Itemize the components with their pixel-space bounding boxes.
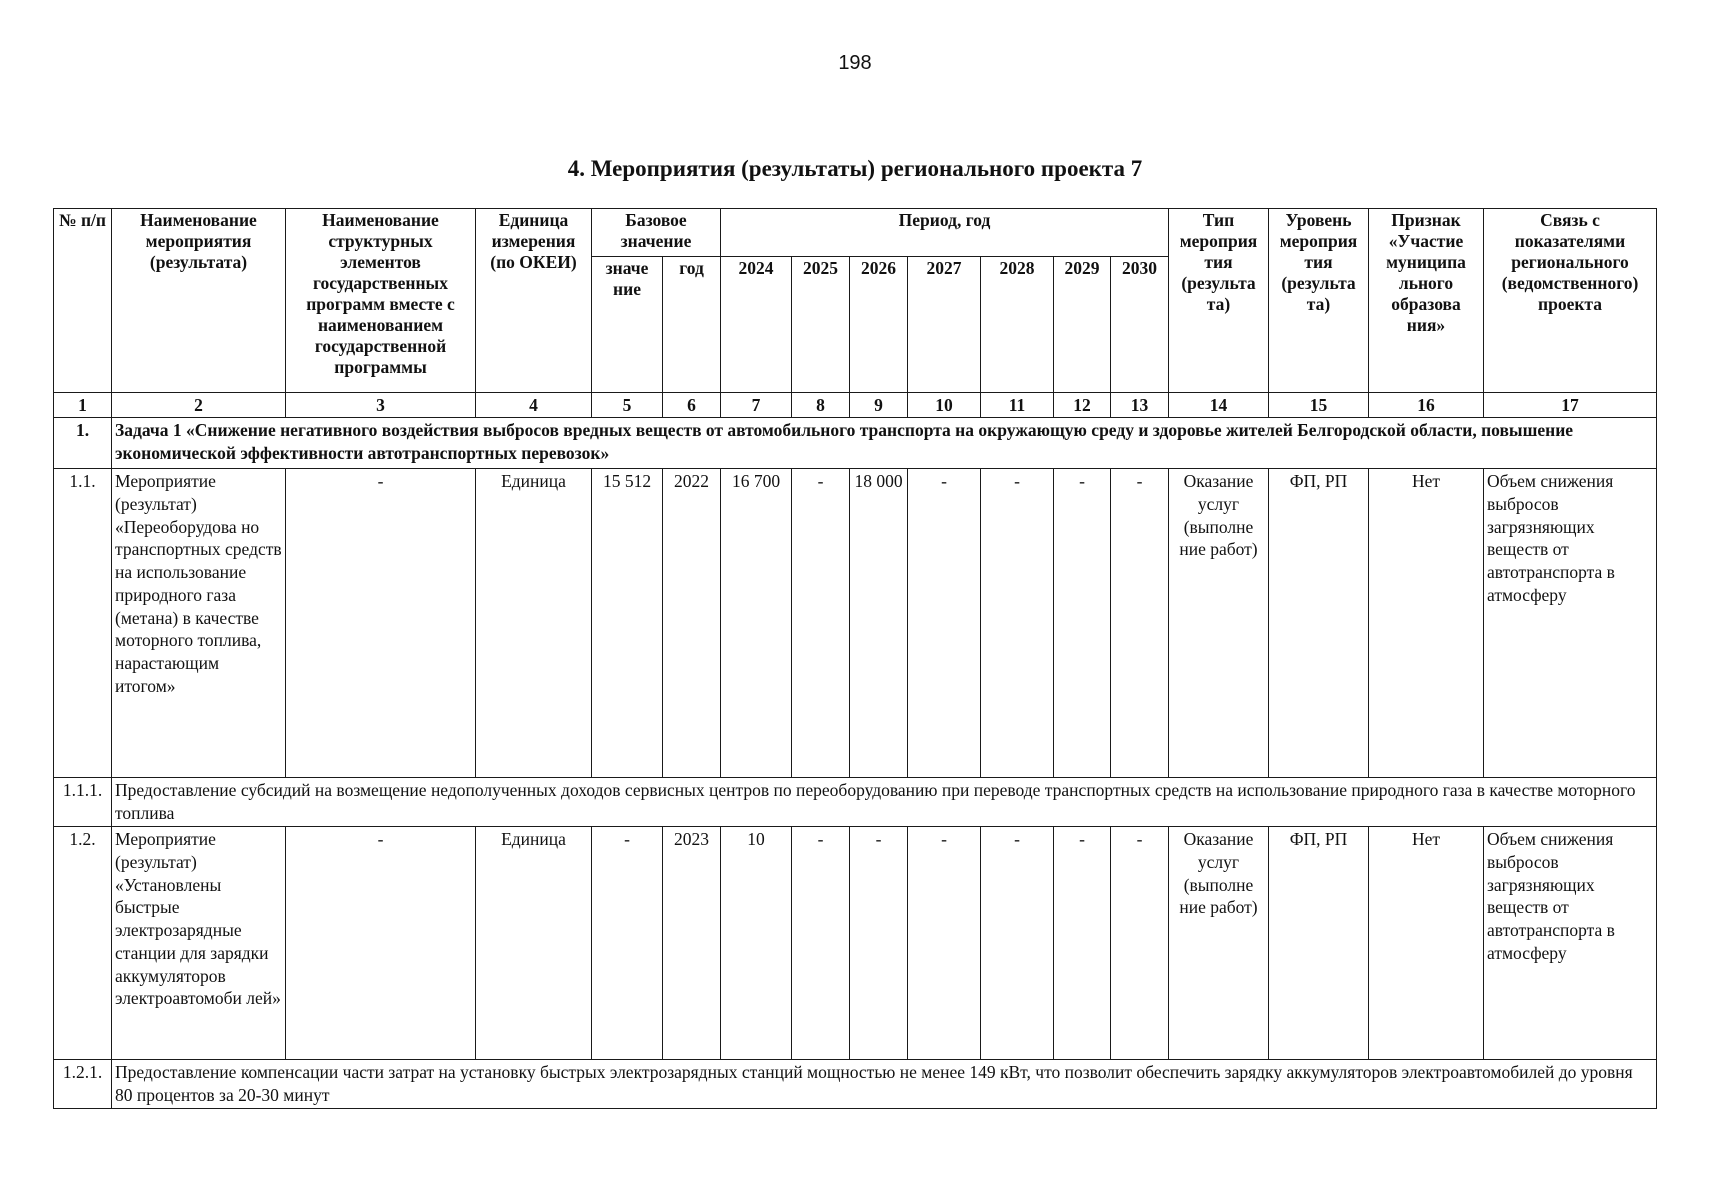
- year-value: -: [981, 469, 1054, 778]
- column-number: 17: [1484, 393, 1657, 418]
- header-year: 2026: [850, 257, 908, 393]
- task-num: 1.: [54, 418, 112, 469]
- year-value: -: [1054, 469, 1111, 778]
- indicator-link: Объем снижения выбросов загрязняющих веществ от автотранспорта в атмосферу: [1484, 827, 1657, 1060]
- subtask-row: [54, 1060, 1657, 1109]
- row-num: 1.2.: [54, 827, 112, 1060]
- column-number: 4: [476, 393, 592, 418]
- column-number: 1: [54, 393, 112, 418]
- header-unit: Единица измерения (по ОКЕИ): [476, 209, 592, 393]
- column-number: 7: [721, 393, 792, 418]
- structural-element: -: [286, 469, 476, 778]
- subtask-text: Предоставление компенсации части затрат на установку быстрых электрозарядных станций мощностью не менее 149 кВт, что позволит обеспечить зарядку аккумуляторов электроавтомобилей до уровня 80 процентов за 20-30 минут: [112, 1060, 1657, 1109]
- table-row: [54, 469, 1657, 778]
- subtask-num: 1.2.1.: [54, 1060, 112, 1109]
- column-number: 8: [792, 393, 850, 418]
- year-value: -: [1111, 469, 1169, 778]
- measure-level: ФП, РП: [1269, 827, 1369, 1060]
- header-year: 2028: [981, 257, 1054, 393]
- task-row: [54, 418, 1657, 469]
- year-value: -: [792, 827, 850, 1060]
- column-number: 13: [1111, 393, 1169, 418]
- subtask-text: Предоставление субсидий на возмещение недополученных доходов сервисных центров по переоборудованию при переводе транспортных средств на использование природного газа в качестве моторного топлива: [112, 778, 1657, 827]
- subtask-num: 1.1.1.: [54, 778, 112, 827]
- measure-type: Оказание услуг (выполне ние работ): [1169, 827, 1269, 1060]
- measure-name: Мероприятие (результат) «Установлены быстрые электрозарядные станции для зарядки аккумуляторов электроавтомоби лей»: [112, 827, 286, 1060]
- column-numbers-row: [54, 393, 1657, 418]
- year-value: -: [908, 469, 981, 778]
- year-value: -: [1054, 827, 1111, 1060]
- header-structural: Наименование структурных элементов государственных программ вместе с наименованием государственной программы: [286, 209, 476, 393]
- header-row: [54, 209, 1657, 257]
- column-number: 16: [1369, 393, 1484, 418]
- column-number: 10: [908, 393, 981, 418]
- header-year: 2030: [1111, 257, 1169, 393]
- column-number: 5: [592, 393, 663, 418]
- column-number: 12: [1054, 393, 1111, 418]
- header-base-value: значе ние: [592, 257, 663, 393]
- header-year: 2025: [792, 257, 850, 393]
- column-number: 6: [663, 393, 721, 418]
- column-number: 3: [286, 393, 476, 418]
- header-level: Уровень мероприя тия (результа та): [1269, 209, 1369, 393]
- measure-level: ФП, РП: [1269, 469, 1369, 778]
- header-year: 2029: [1054, 257, 1111, 393]
- base-value: -: [592, 827, 663, 1060]
- year-value: -: [850, 827, 908, 1060]
- header-base-group: Базовое значение: [592, 209, 721, 257]
- municipal-flag: Нет: [1369, 827, 1484, 1060]
- indicator-link: Объем снижения выбросов загрязняющих веществ от автотранспорта в атмосферу: [1484, 469, 1657, 778]
- header-year: 2024: [721, 257, 792, 393]
- year-value: -: [908, 827, 981, 1060]
- header-year: 2027: [908, 257, 981, 393]
- header-name: Наименование мероприятия (результата): [112, 209, 286, 393]
- header-period-group: Период, год: [721, 209, 1169, 257]
- year-value: 16 700: [721, 469, 792, 778]
- column-number: 2: [112, 393, 286, 418]
- year-value: 10: [721, 827, 792, 1060]
- base-value: 15 512: [592, 469, 663, 778]
- year-value: -: [792, 469, 850, 778]
- header-type: Тип мероприя тия (результа та): [1169, 209, 1269, 393]
- measure-type: Оказание услуг (выполне ние работ): [1169, 469, 1269, 778]
- column-number: 11: [981, 393, 1054, 418]
- base-year: 2023: [663, 827, 721, 1060]
- header-base-year: год: [663, 257, 721, 393]
- table-row: [54, 827, 1657, 1060]
- column-number: 15: [1269, 393, 1369, 418]
- measure-name: Мероприятие (результат) «Переоборудова но транспортных средств на использование природного газа (метана) в качестве моторного топлива, нарастающим итогом»: [112, 469, 286, 778]
- header-num: № п/п: [54, 209, 112, 393]
- measures-table: [53, 208, 1657, 1109]
- row-num: 1.1.: [54, 469, 112, 778]
- year-value: -: [981, 827, 1054, 1060]
- header-municipal: Признак «Участие муниципа льного образова ния»: [1369, 209, 1484, 393]
- year-value: -: [1111, 827, 1169, 1060]
- year-value: 18 000: [850, 469, 908, 778]
- page-number: 198: [838, 52, 872, 74]
- municipal-flag: Нет: [1369, 469, 1484, 778]
- column-number: 9: [850, 393, 908, 418]
- unit: Единица: [476, 469, 592, 778]
- structural-element: -: [286, 827, 476, 1060]
- subtask-row: [54, 778, 1657, 827]
- task-text: Задача 1 «Снижение негативного воздействия выбросов вредных веществ от автомобильного транспорта на окружающую среду и здоровье жителей Белгородской области, повышение экономической эффективности автотранспортных перевозок»: [112, 418, 1657, 469]
- header-link: Связь с показателями регионального (ведомственного) проекта: [1484, 209, 1657, 393]
- base-year: 2022: [663, 469, 721, 778]
- column-number: 14: [1169, 393, 1269, 418]
- unit: Единица: [476, 827, 592, 1060]
- page-title: 4. Мероприятия (результаты) регионального проекта 7: [567, 156, 1143, 181]
